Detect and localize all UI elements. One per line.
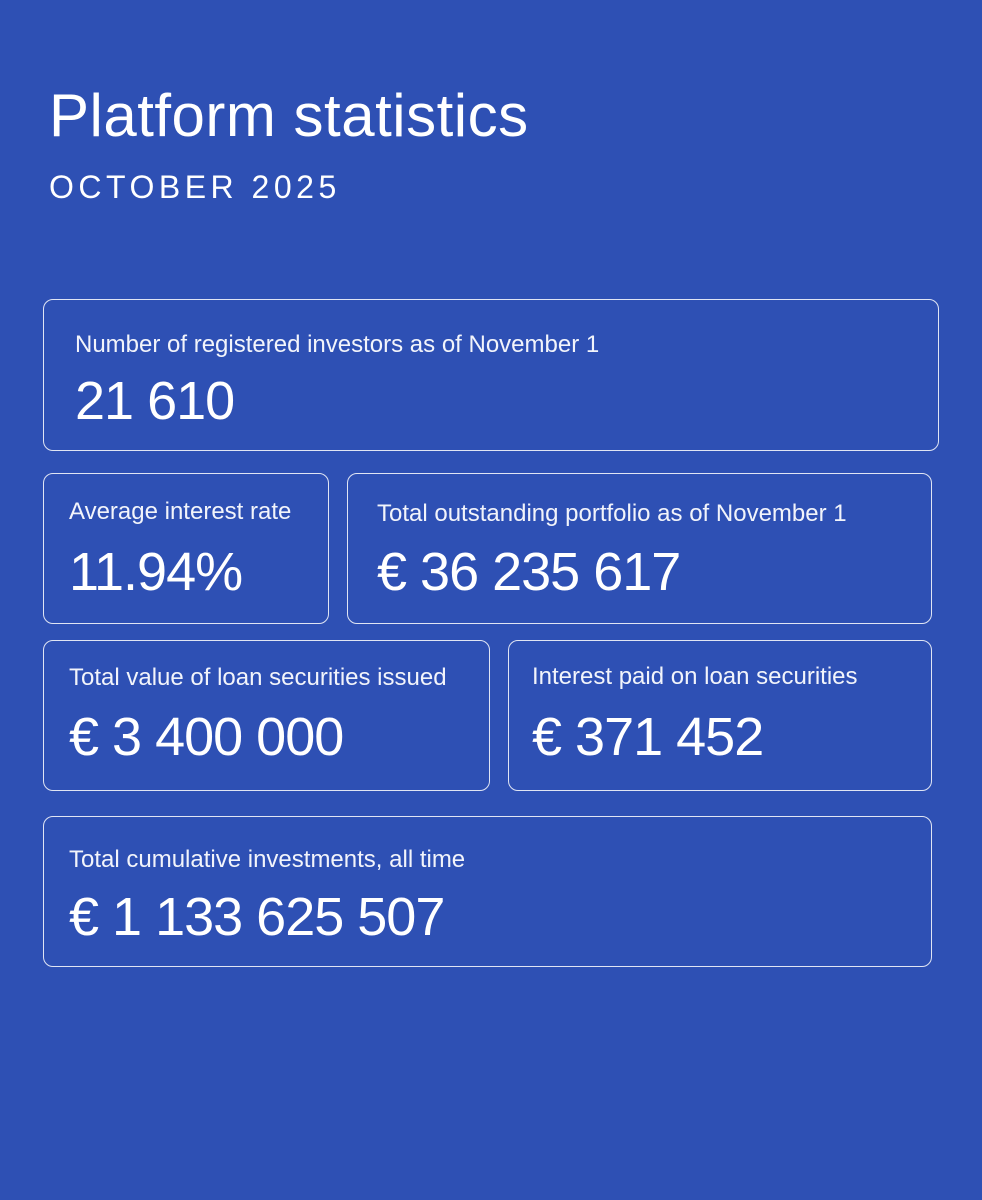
stat-label: Total value of loan securities issued bbox=[69, 664, 447, 691]
stat-label: Total outstanding portfolio as of November 1 bbox=[377, 500, 847, 527]
stat-card-outstanding-portfolio bbox=[347, 473, 932, 624]
stat-value: € 3 400 000 bbox=[69, 707, 344, 767]
stat-card-average-interest-rate bbox=[43, 473, 329, 624]
stat-card-interest-paid bbox=[508, 640, 932, 791]
stat-label: Interest paid on loan securities bbox=[532, 663, 858, 690]
stat-value: € 371 452 bbox=[532, 707, 764, 767]
stat-value: 21 610 bbox=[75, 371, 235, 431]
stat-label: Number of registered investors as of November 1 bbox=[75, 331, 600, 358]
page-title: Platform statistics bbox=[49, 82, 529, 149]
stat-label: Total cumulative investments, all time bbox=[69, 846, 466, 873]
stat-card-registered-investors bbox=[43, 299, 939, 451]
stat-card-cumulative-investments bbox=[43, 816, 932, 967]
stat-value: 11.94% bbox=[69, 542, 243, 602]
stat-value: € 36 235 617 bbox=[377, 542, 681, 602]
stat-value: € 1 133 625 507 bbox=[69, 887, 445, 947]
stat-card-loan-securities-issued bbox=[43, 640, 490, 791]
period-subtitle: OCTOBER 2025 bbox=[49, 169, 341, 205]
stat-label: Average interest rate bbox=[69, 498, 292, 525]
